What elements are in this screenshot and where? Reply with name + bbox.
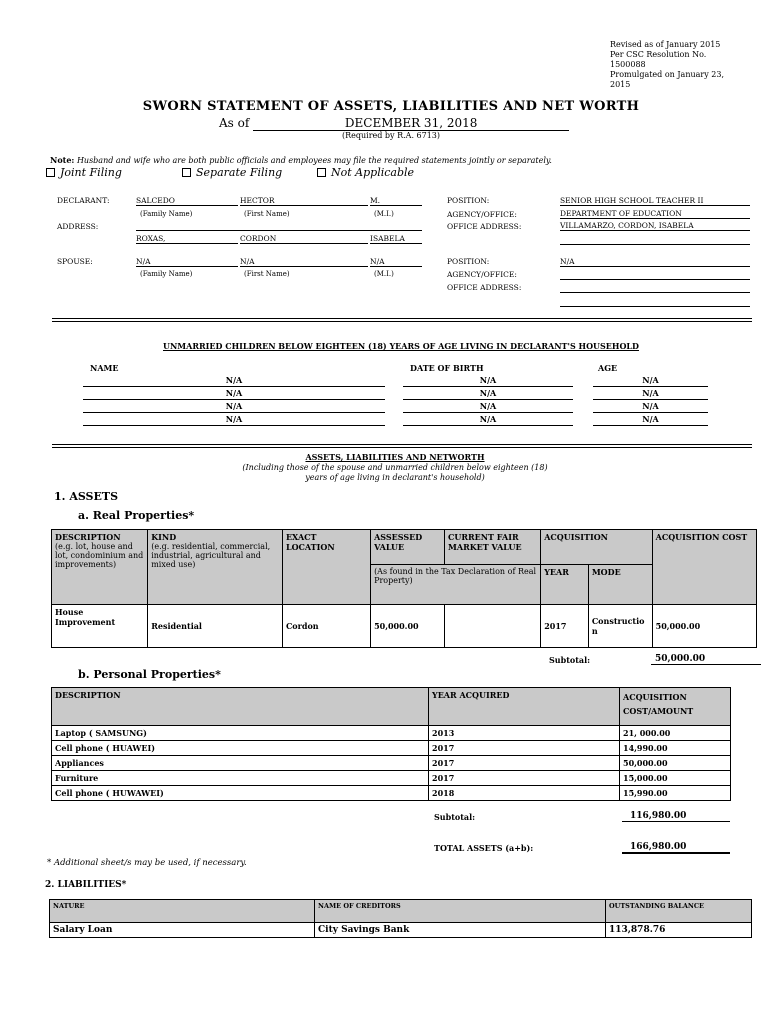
not-applicable-checkbox[interactable] xyxy=(317,166,414,179)
spouse-mi: N/A xyxy=(370,257,422,267)
required-by: (Required by R.A. 6713) xyxy=(341,131,441,140)
personal-header-cost: ACQUISITION COST/AMOUNT xyxy=(620,688,731,726)
spouse-office-line xyxy=(560,282,750,293)
declarant-first-name: HECTOR xyxy=(240,196,368,206)
first-name-caption: (First Name) xyxy=(244,210,290,218)
spouse-first-name: N/A xyxy=(240,257,368,267)
address-part: ISABELA xyxy=(370,234,422,244)
spouse-position: N/A xyxy=(560,257,750,267)
address-label: ADDRESS: xyxy=(57,222,99,231)
agency-label: AGENCY/OFFICE: xyxy=(447,210,517,219)
table-row xyxy=(52,741,731,756)
address-part: ROXAS, xyxy=(136,234,238,244)
real-desc: House Improvement xyxy=(52,605,148,648)
checkbox-icon xyxy=(46,168,55,177)
spouse-label: SPOUSE: xyxy=(57,257,93,266)
child-name: N/A xyxy=(83,400,385,413)
children-age-column xyxy=(593,374,708,426)
personal-subtotal-label: Subtotal: xyxy=(434,812,476,822)
declarant-family-name: SALCEDO xyxy=(136,196,238,206)
personal-desc: Cell phone ( HUWAWEI) xyxy=(52,786,429,801)
personal-desc: Cell phone ( HUAWEI) xyxy=(52,741,429,756)
spouse-office-address-label: OFFICE ADDRESS: xyxy=(447,283,522,292)
real-header-year: YEAR xyxy=(541,565,589,605)
revision-line: Revised as of January 2015 xyxy=(610,40,721,49)
as-of-label: As of xyxy=(219,116,250,130)
real-mode: Construction xyxy=(588,605,652,648)
total-assets: 166,980.00 xyxy=(622,842,730,854)
liabilities-table xyxy=(49,899,752,938)
as-of-date: DECEMBER 31, 2018 xyxy=(253,116,569,131)
personal-cost: 50,000.00 xyxy=(620,756,731,771)
liabilities-header-nature: NATURE xyxy=(50,900,315,923)
mi-caption: (M.I.) xyxy=(374,270,394,278)
liabilities-header-balance: OUTSTANDING BALANCE xyxy=(606,900,752,923)
declarant-mi: M. xyxy=(370,196,422,206)
personal-cost: 14,990.00 xyxy=(620,741,731,756)
real-kind: Residential xyxy=(148,605,283,648)
alnw-heading: ASSETS, LIABILITIES AND NETWORTH xyxy=(305,452,485,462)
declarant-agency: DEPARTMENT OF EDUCATION xyxy=(560,209,750,219)
personal-year: 2017 xyxy=(429,741,620,756)
real-header-fmv: CURRENT FAIR MARKET VALUE xyxy=(445,530,541,565)
real-location: Cordon xyxy=(282,605,370,648)
office-address-line xyxy=(560,234,750,245)
personal-cost: 21, 000.00 xyxy=(620,726,731,741)
real-subtotal: 50,000.00 xyxy=(651,654,761,665)
alnw-subtitle: years of age living in declarant's household) xyxy=(305,473,485,482)
personal-subtotal: 116,980.00 xyxy=(622,811,730,822)
table-row xyxy=(52,726,731,741)
personal-year: 2017 xyxy=(429,756,620,771)
real-header-mode: MODE xyxy=(588,565,652,605)
header-label: DESCRIPTION xyxy=(55,532,121,542)
personal-year: 2013 xyxy=(429,726,620,741)
note-label: Note: xyxy=(50,155,75,165)
real-header-assessed: ASSESSED VALUE xyxy=(371,530,445,565)
as-of xyxy=(219,116,569,131)
child-age: N/A xyxy=(593,400,708,413)
spouse-office-line xyxy=(560,296,750,307)
table-row xyxy=(50,923,752,938)
additional-sheet-note: * Additional sheet/s may be used, if necessary. xyxy=(47,858,247,868)
personal-properties-table xyxy=(51,687,731,801)
family-name-caption: (Family Name) xyxy=(140,210,193,218)
header-sub: (e.g. lot, house and lot, condominium and improvements) xyxy=(55,542,144,569)
personal-year: 2018 xyxy=(429,786,620,801)
real-assessed: 50,000.00 xyxy=(371,605,445,648)
revision-note xyxy=(610,40,750,90)
personal-header-year: YEAR ACQUIRED xyxy=(429,688,620,726)
filing-option-label: Joint Filing xyxy=(60,166,122,179)
personal-year: 2017 xyxy=(429,771,620,786)
declarant-label: DECLARANT: xyxy=(57,196,110,205)
first-name-caption: (First Name) xyxy=(244,270,290,278)
liability-nature: Salary Loan xyxy=(50,923,315,938)
child-dob: N/A xyxy=(403,413,573,426)
real-header-acquisition: ACQUISITION xyxy=(541,530,652,565)
real-header-found: (As found in the Tax Declaration of Real Property) xyxy=(371,565,541,605)
real-year: 2017 xyxy=(541,605,589,648)
liability-balance: 113,878.76 xyxy=(606,923,752,938)
revision-line: 2015 xyxy=(610,80,631,89)
real-cost: 50,000.00 xyxy=(652,605,756,648)
children-heading: UNMARRIED CHILDREN BELOW EIGHTEEN (18) YEARS OF AGE LIVING IN DECLARANT'S HOUSEHOLD xyxy=(163,341,639,351)
alnw-subtitle: (Including those of the spouse and unmarried children below eighteen (18) xyxy=(242,463,548,472)
child-dob: N/A xyxy=(403,400,573,413)
header-label: KIND xyxy=(151,532,177,542)
liabilities-heading: 2. LIABILITIES* xyxy=(45,880,127,890)
liabilities-header-creditor: NAME OF CREDITORS xyxy=(315,900,606,923)
note-text: Husband and wife who are both public officials and employees may file the required statements jointly or separately. xyxy=(76,156,552,165)
real-header-cost: ACQUISITION COST xyxy=(652,530,756,605)
child-age: N/A xyxy=(593,387,708,400)
table-row xyxy=(52,605,757,648)
address-line-top xyxy=(136,220,422,231)
section-divider xyxy=(52,318,752,322)
filing-option-label: Not Applicable xyxy=(331,166,415,179)
child-dob: N/A xyxy=(403,374,573,387)
document-title: SWORN STATEMENT OF ASSETS, LIABILITIES AND NET WORTH xyxy=(142,99,640,114)
real-header-desc xyxy=(52,530,148,605)
table-row xyxy=(52,771,731,786)
liabilities-header-row xyxy=(50,900,752,923)
mi-caption: (M.I.) xyxy=(374,210,394,218)
child-name: N/A xyxy=(83,387,385,400)
separate-filing-checkbox[interactable] xyxy=(182,166,282,179)
real-subtotal-label: Subtotal: xyxy=(549,655,591,665)
checkbox-icon xyxy=(317,168,326,177)
joint-filing-checkbox[interactable] xyxy=(46,166,122,179)
assets-heading: 1. ASSETS xyxy=(54,490,119,503)
children-name-column xyxy=(83,374,385,426)
table-row xyxy=(52,786,731,801)
real-header-location: EXACT LOCATION xyxy=(282,530,370,605)
declarant-position: SENIOR HIGH SCHOOL TEACHER II xyxy=(560,196,750,206)
note xyxy=(50,155,552,165)
personal-desc: Laptop ( SAMSUNG) xyxy=(52,726,429,741)
children-col-age: AGE xyxy=(598,363,618,373)
real-header-row xyxy=(52,530,757,565)
revision-line: Per CSC Resolution No. xyxy=(610,50,707,59)
children-col-dob: DATE OF BIRTH xyxy=(410,363,484,373)
liability-creditor: City Savings Bank xyxy=(315,923,606,938)
spouse-family-name: N/A xyxy=(136,257,238,267)
table-row xyxy=(52,756,731,771)
spouse-agency-label: AGENCY/OFFICE: xyxy=(447,270,517,279)
personal-header-desc: DESCRIPTION xyxy=(52,688,429,726)
checkbox-icon xyxy=(182,168,191,177)
header-sub: (e.g. residential, commercial, industrial, agricultural and mixed use) xyxy=(151,542,271,569)
declarant-office-address: VILLAMARZO, CORDON, ISABELA xyxy=(560,221,750,231)
spouse-agency-line xyxy=(560,269,750,280)
address-part: CORDON xyxy=(240,234,368,244)
family-name-caption: (Family Name) xyxy=(140,270,193,278)
position-label: POSITION: xyxy=(447,196,490,205)
filing-option-label: Separate Filing xyxy=(196,166,283,179)
personal-desc: Furniture xyxy=(52,771,429,786)
office-address-label: OFFICE ADDRESS: xyxy=(447,222,522,231)
real-properties-table xyxy=(51,529,757,648)
real-header-kind xyxy=(148,530,283,605)
spouse-position-label: POSITION: xyxy=(447,257,490,266)
child-age: N/A xyxy=(593,374,708,387)
personal-cost: 15,000.00 xyxy=(620,771,731,786)
child-dob: N/A xyxy=(403,387,573,400)
personal-header-row xyxy=(52,688,731,726)
total-assets-label: TOTAL ASSETS (a+b): xyxy=(434,843,534,853)
child-name: N/A xyxy=(83,374,385,387)
revision-line: Promulgated on January 23, xyxy=(610,70,724,79)
children-dob-column xyxy=(403,374,573,426)
personal-desc: Appliances xyxy=(52,756,429,771)
child-age: N/A xyxy=(593,413,708,426)
children-col-name: NAME xyxy=(90,363,119,373)
revision-line: 1500088 xyxy=(610,60,646,69)
section-divider xyxy=(52,444,752,448)
real-fmv xyxy=(445,605,541,648)
real-properties-heading: a. Real Properties* xyxy=(78,509,195,522)
personal-properties-heading: b. Personal Properties* xyxy=(78,668,221,681)
personal-cost: 15,990.00 xyxy=(620,786,731,801)
child-name: N/A xyxy=(83,413,385,426)
